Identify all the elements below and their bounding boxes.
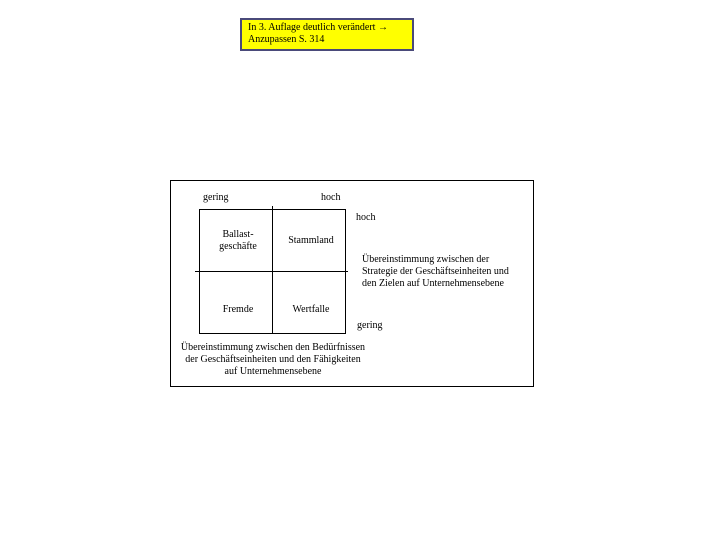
label-line: Strategie der Geschäftseinheiten und: [362, 266, 509, 277]
label-line: Übereinstimmung zwischen der: [362, 254, 490, 265]
note-line-2: Anzupassen S. 314: [248, 34, 325, 45]
label-line: der Geschäftseinheiten und den Fähigkeiten: [185, 354, 361, 365]
quadrant-stammland: Stammland: [288, 235, 334, 246]
right-axis-label: [362, 254, 509, 290]
label-line: Übereinstimmung zwischen den Bedürfnissen: [180, 342, 366, 353]
quadrant-ballastgeschaefte: [206, 229, 270, 253]
label-line: den Zielen auf Unternehmensebene: [362, 278, 504, 289]
quadrant-label: Ballast-: [222, 229, 254, 240]
label-line: auf Unternehmensebene: [224, 366, 322, 377]
note-line-1: In 3. Auflage deutlich verändert →: [248, 22, 388, 33]
right-axis-low: gering: [357, 320, 383, 331]
quadrant-wertfalle: Wertfalle: [292, 304, 330, 315]
quadrant-label: geschäfte: [219, 241, 257, 252]
right-axis-high: hoch: [356, 212, 376, 223]
horizontal-divider: [195, 271, 348, 272]
vertical-divider: [272, 206, 273, 334]
revision-note: [240, 18, 414, 51]
top-axis-high: hoch: [321, 192, 341, 203]
bottom-axis-label: [170, 342, 376, 378]
top-axis-low: gering: [203, 192, 229, 203]
quadrant-fremde: Fremde: [222, 304, 254, 315]
